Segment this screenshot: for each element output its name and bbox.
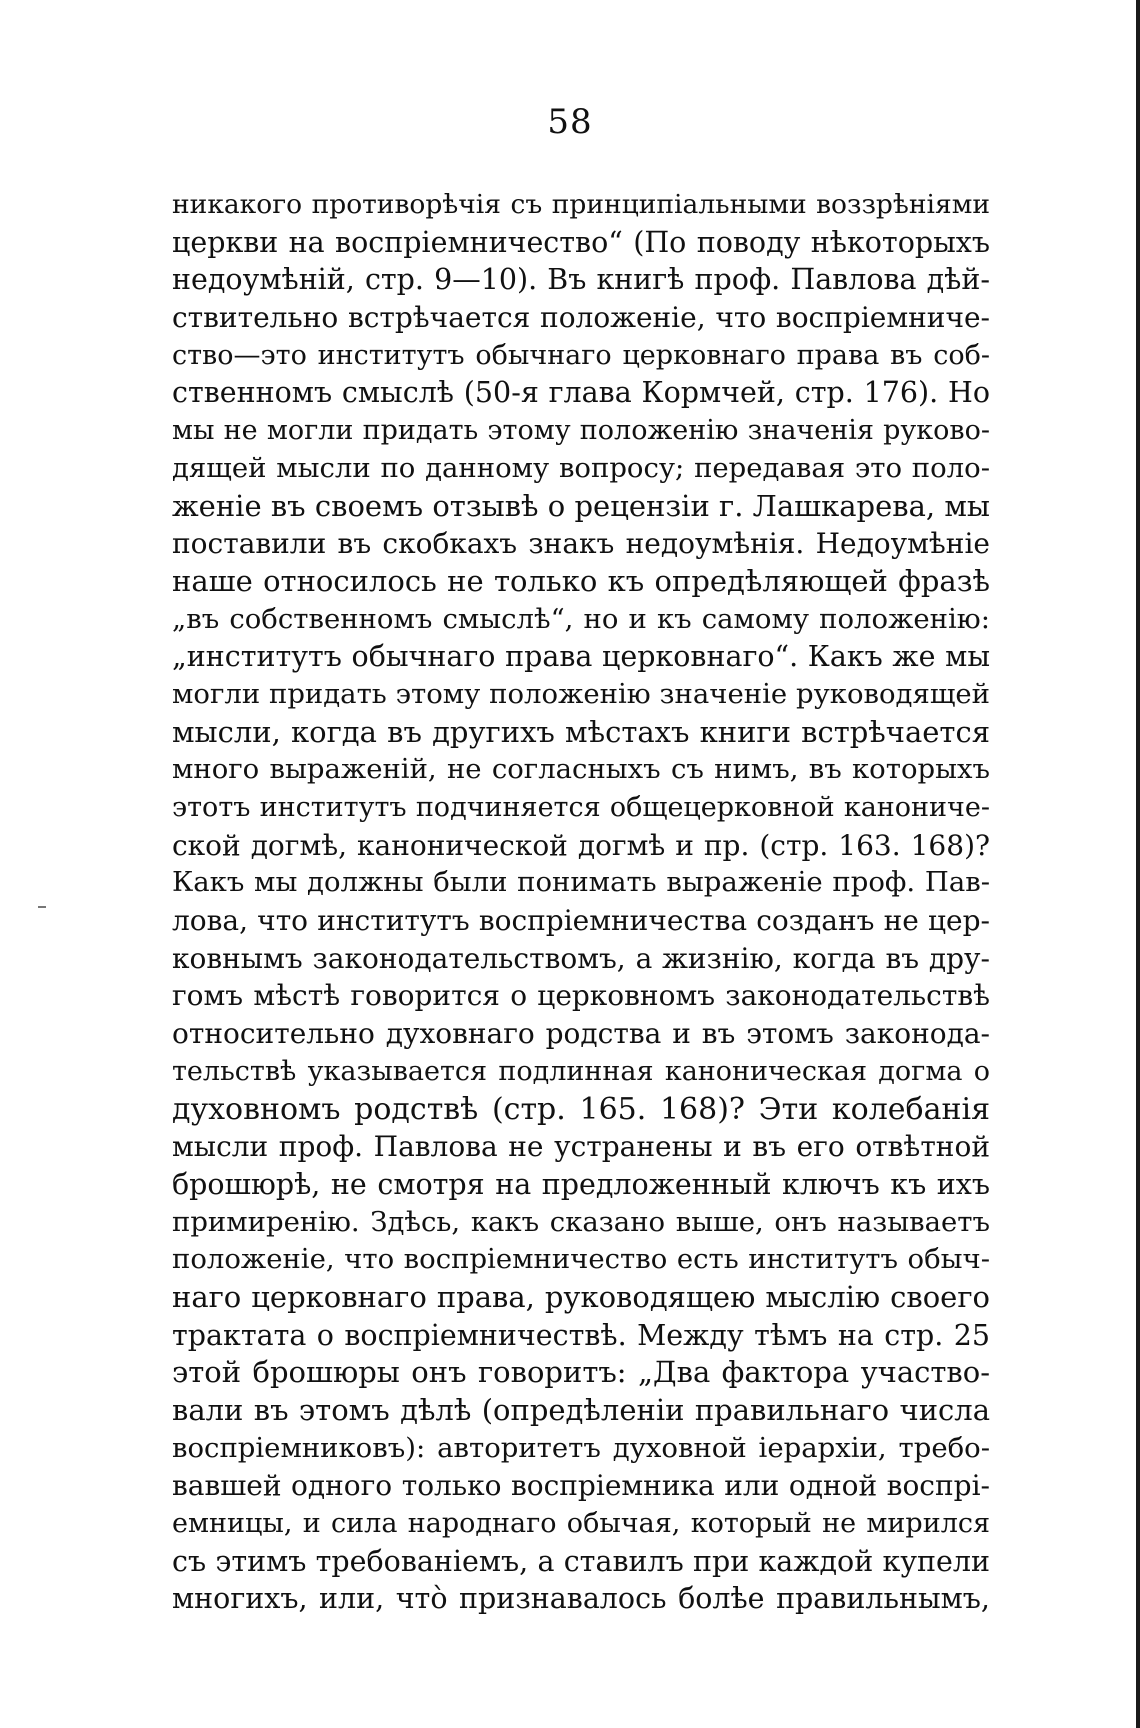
text-line: этой брошюры онъ говоритъ: „Два фактора участво- (172, 1355, 990, 1390)
text-line: положеніе, что воспріемничество есть институтъ обыч- (172, 1243, 990, 1276)
text-line: этотъ институтъ подчиняется общецерковной канониче- (172, 792, 990, 823)
text-line: ковнымъ законодательствомъ, а жизнію, когда въ дру- (172, 941, 990, 975)
text-line: брошюрѣ, не смотря на предложенный ключъ къ ихъ (172, 1167, 990, 1201)
text-line: воспріемниковъ): авторитетъ духовной іерархіи, требо- (172, 1431, 990, 1464)
text-line: ственномъ смыслѣ (50-я глава Кормчей, стр. 176). Но (172, 376, 990, 410)
text-line: ской догмѣ, канонической догмѣ и пр. (стр. 163. 168)? (172, 828, 990, 862)
text-line: Какъ мы должны были понимать выраженіе проф. Пав- (172, 866, 990, 899)
text-line: „институтъ обычнаго права церковнаго“. Какъ же мы (172, 640, 990, 674)
text-line: „въ собственномъ смыслѣ“, но и къ самому положенію: (172, 602, 990, 635)
page-edge-border (1136, 0, 1140, 1728)
text-line: примиренію. Здѣсь, какъ сказано выше, онъ называетъ (172, 1205, 990, 1238)
text-line: много выраженій, не согласныхъ съ нимъ, въ которыхъ (172, 753, 990, 786)
margin-mark (38, 906, 46, 908)
text-line: гомъ мѣстѣ говорится о церковномъ законодательствѣ (172, 979, 990, 1013)
page-number: 58 (547, 102, 593, 142)
text-line: лова, что институтъ воспріемничества созданъ не цер- (172, 904, 990, 938)
text-line: духовномъ родствѣ (стр. 165. 168)? Эти колебанія (172, 1091, 990, 1127)
text-line: мысли проф. Павлова не устранены и въ его отвѣтной (172, 1130, 990, 1164)
text-line: дящей мысли по данному вопросу; передавая это поло- (172, 451, 990, 484)
text-line: церкви на воспріемничество“ (По поводу нѣкоторыхъ (172, 225, 990, 259)
text-line: мысли, когда въ другихъ мѣстахъ книги встрѣчается (172, 714, 990, 749)
text-line: вали въ этомъ дѣлѣ (опредѣленіи правильнаго числа (172, 1393, 990, 1427)
text-line: съ этимъ требованіемъ, а ставилъ при каждой купели (172, 1544, 990, 1578)
text-line: относительно духовнаго родства и въ этомъ законода- (172, 1017, 990, 1051)
text-line: многихъ, или, что̀ признавалось болѣе правильнымъ, (172, 1582, 990, 1616)
text-line: никакого противорѣчія съ принципіальными воззрѣніями (172, 189, 990, 220)
text-line: емницы, и сила народнаго обычая, который не мирился (172, 1508, 990, 1540)
text-line: тельствѣ указывается подлинная каноническая догма о (172, 1055, 990, 1087)
text-line: ство—это институтъ обычнаго церковнаго права въ соб- (172, 339, 990, 371)
body-text (172, 186, 990, 1618)
text-line: могли придать этому положенію значеніе руководящей (172, 677, 990, 710)
text-line: ствительно встрѣчается положеніе, что воспріемниче- (172, 301, 990, 335)
text-line: мы не могли придать этому положенію значенія руково- (172, 415, 990, 447)
text-line: недоумѣній, стр. 9—10). Въ книгѣ проф. Павлова дѣй- (172, 263, 990, 297)
text-line: женіе въ своемъ отзывѣ о рецензіи г. Лашкарева, мы (172, 488, 990, 523)
text-line: трактата о воспріемничествѣ. Между тѣмъ на стр. 25 (172, 1318, 990, 1352)
text-line: наго церковнаго права, руководящею мыслію своего (172, 1279, 990, 1314)
text-line: поставили въ скобкахъ знакъ недоумѣнія. Недоумѣніе (172, 527, 990, 561)
text-line: наше относилось не только къ опредѣляющей фразѣ (172, 563, 990, 598)
text-line: вавшей одного только воспріемника или одной воспрі- (172, 1469, 990, 1503)
